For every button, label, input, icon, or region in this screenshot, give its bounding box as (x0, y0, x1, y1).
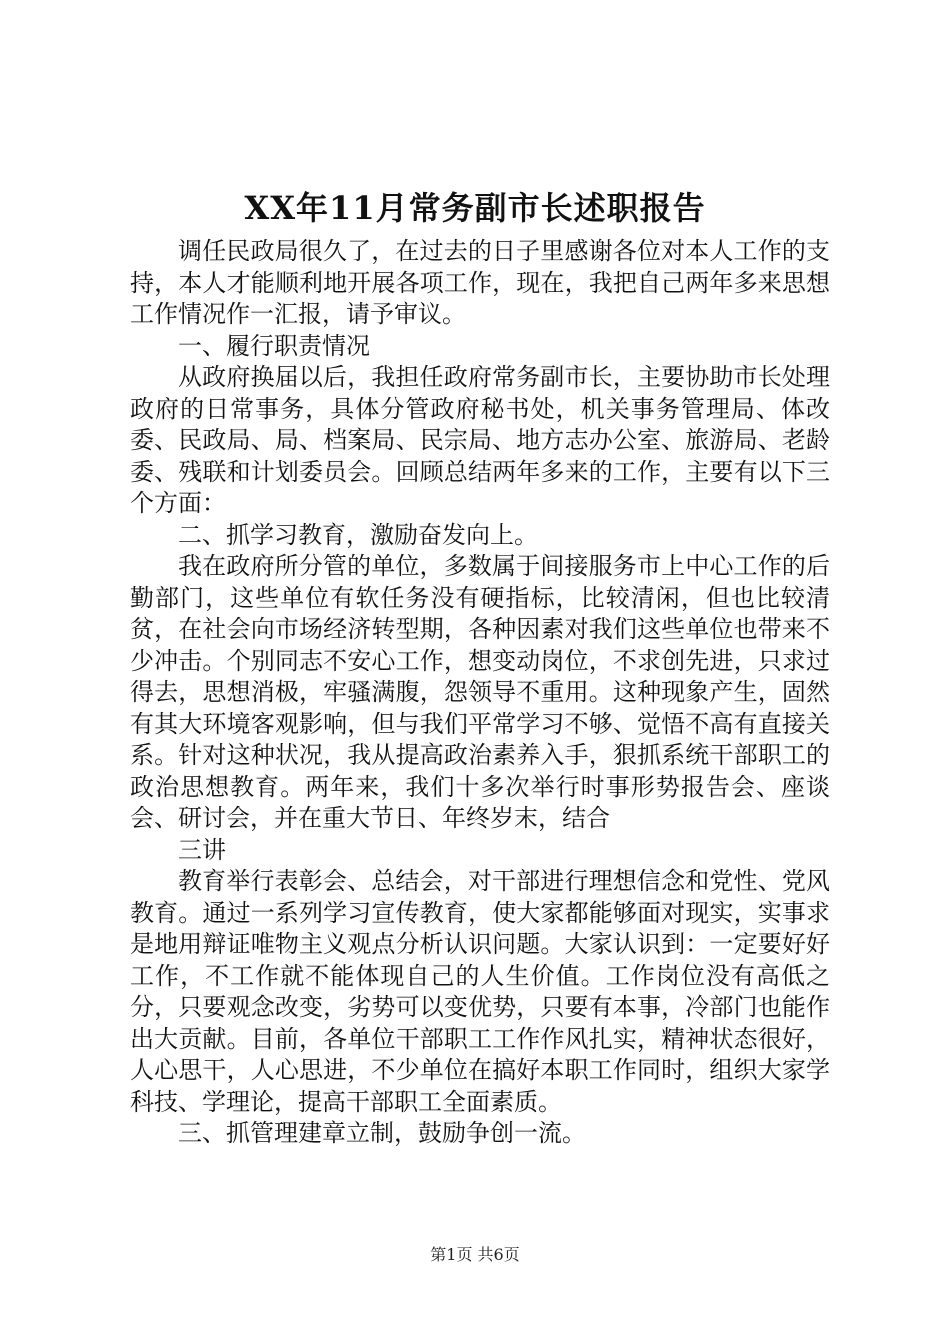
page-number-footer: 第1页 共6页 (430, 1245, 520, 1264)
section-heading-2: 二、抓学习教育，激励奋发向上。 (178, 520, 538, 549)
paragraph-intro: 调任民政局很久了，在过去的日子里感谢各位对本人工作的支持，本人才能顺利地开展各项工作，现在，我把自己两年多来思想工作情况作一汇报，请予审议。 (130, 237, 830, 328)
paragraph-duties: 从政府换届以后，我担任政府常务副市长，主要协助市长处理政府的日常事务，具体分管政府秘书处，机关事务管理局、体改委、民政局、局、档案局、民宗局、地方志办公室、旅游局、老龄委、残联和计划委员会。回顾总结两年多来的工作，主要有以下三个方面： (130, 363, 830, 517)
paragraph-three-talks: 三讲 (178, 835, 226, 864)
section-heading-3: 三、抓管理建章立制，鼓励争创一流。 (178, 1119, 586, 1147)
paragraph-education-results: 教育举行表彰会、总结会，对干部进行理想信念和党性、党风教育。通过一系列学习宣传教育，使大家都能够面对现实，实事求是地用辩证唯物主义观点分析认识问题。大家认识到：一定要好好工作，不工作就不能体现自己的人生价值。工作岗位没有高低之分，只要观念改变，劣势可以变优势，只要有本事，冷部门也能作出大贡献。目前，各单位干部职工工作作风扎实，精神状态很好，人心思干，人心思进，不少单位在搞好本职工作同时，组织大家学科技、学理论，提高干部职工全面素质。 (130, 867, 830, 1116)
paragraph-study-education: 我在政府所分管的单位，多数属于间接服务市上中心工作的后勤部门，这些单位有软任务没有硬指标，比较清闲，但也比较清贫，在社会向市场经济转型期，各种因素对我们这些单位也带来不少冲击。个别同志不安心工作，想变动岗位，不求创先进，只求过得去，思想消极，牢骚满腹，怨领导不重用。这种现象产生，固然有其大环境客观影响，但与我们平常学习不够、觉悟不高有直接关系。针对这种状况，我从提高政治素养入手，狠抓系统干部职工的政治思想教育。两年来，我们十多次举行时事形势报告会、座谈会、研讨会，并在重大节日、年终岁末，结合 (130, 552, 830, 832)
document-title: XX年11月常务副市长述职报告 (244, 189, 706, 227)
document-body (130, 236, 830, 1150)
section-heading-1: 一、履行职责情况 (178, 331, 370, 360)
